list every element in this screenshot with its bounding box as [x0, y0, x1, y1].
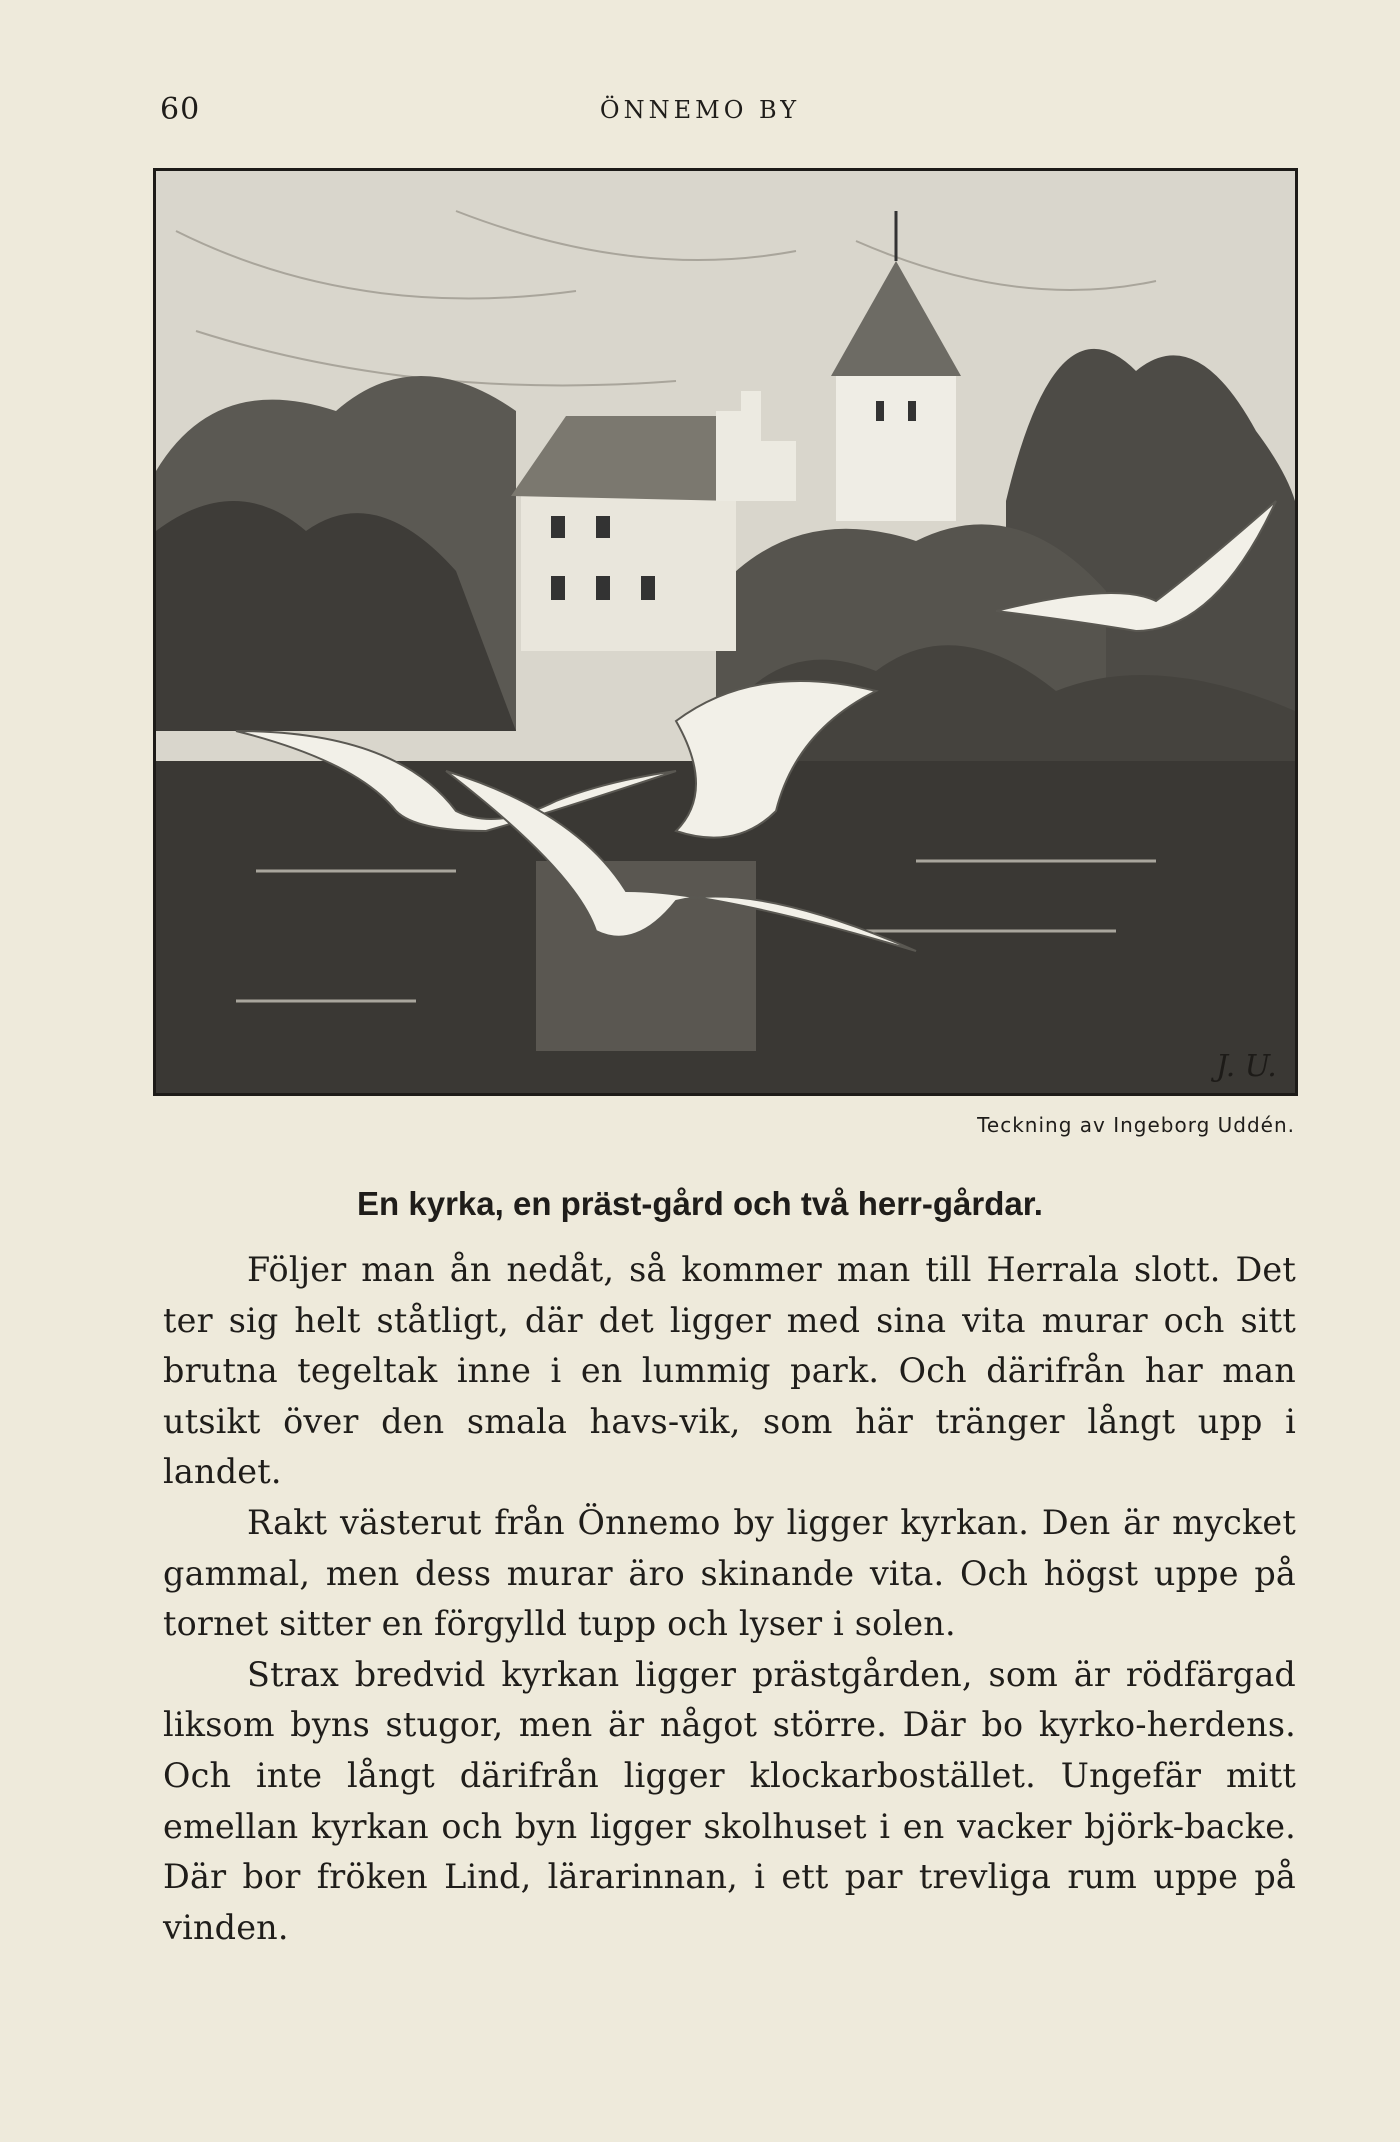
page-number: 60	[160, 92, 201, 127]
section-heading: En kyrka, en präst-gård och två herr-gårdar.	[357, 1185, 1043, 1222]
paragraph: Strax bredvid kyrkan ligger prästgården, som är rödfärgad liksom byns stugor, men är något större. Där bo kyrko-herdens. Och inte långt därifrån ligger klockarbostället. Ungefär mitt emellan kyrkan och byn ligger skolhuset i en vacker björk-backe. Där bor fröken Lind, lärarinnan, i ett par trevliga rum uppe på vinden.	[163, 1654, 1296, 1947]
running-head	[0, 92, 1400, 132]
illustration-signature: J. U.	[1216, 1049, 1277, 1084]
paragraph: Rakt västerut från Önnemo by ligger kyrkan. Den är mycket gammal, men dess murar äro skinande vita. Och högst uppe på tornet sitter en förgylld tupp och lyser i solen.	[163, 1502, 1296, 1644]
paragraph: Följer man ån nedåt, så kommer man till Herrala slott. Det ter sig helt ståtligt, där det ligger med sina vita murar och sitt brutna tegeltak inne i en lummig park. Och därifrån har man utsikt över den smala havs-vik, som här tränger långt upp i landet.	[163, 1250, 1296, 1492]
body-text	[163, 1245, 1296, 1953]
illustration-credit: Teckning av Ingeborg Uddén.	[977, 1113, 1295, 1137]
castle-lake-illustration	[153, 168, 1298, 1096]
running-title: ÖNNEMO BY	[599, 96, 801, 124]
illustration-drawing	[156, 171, 1295, 1093]
